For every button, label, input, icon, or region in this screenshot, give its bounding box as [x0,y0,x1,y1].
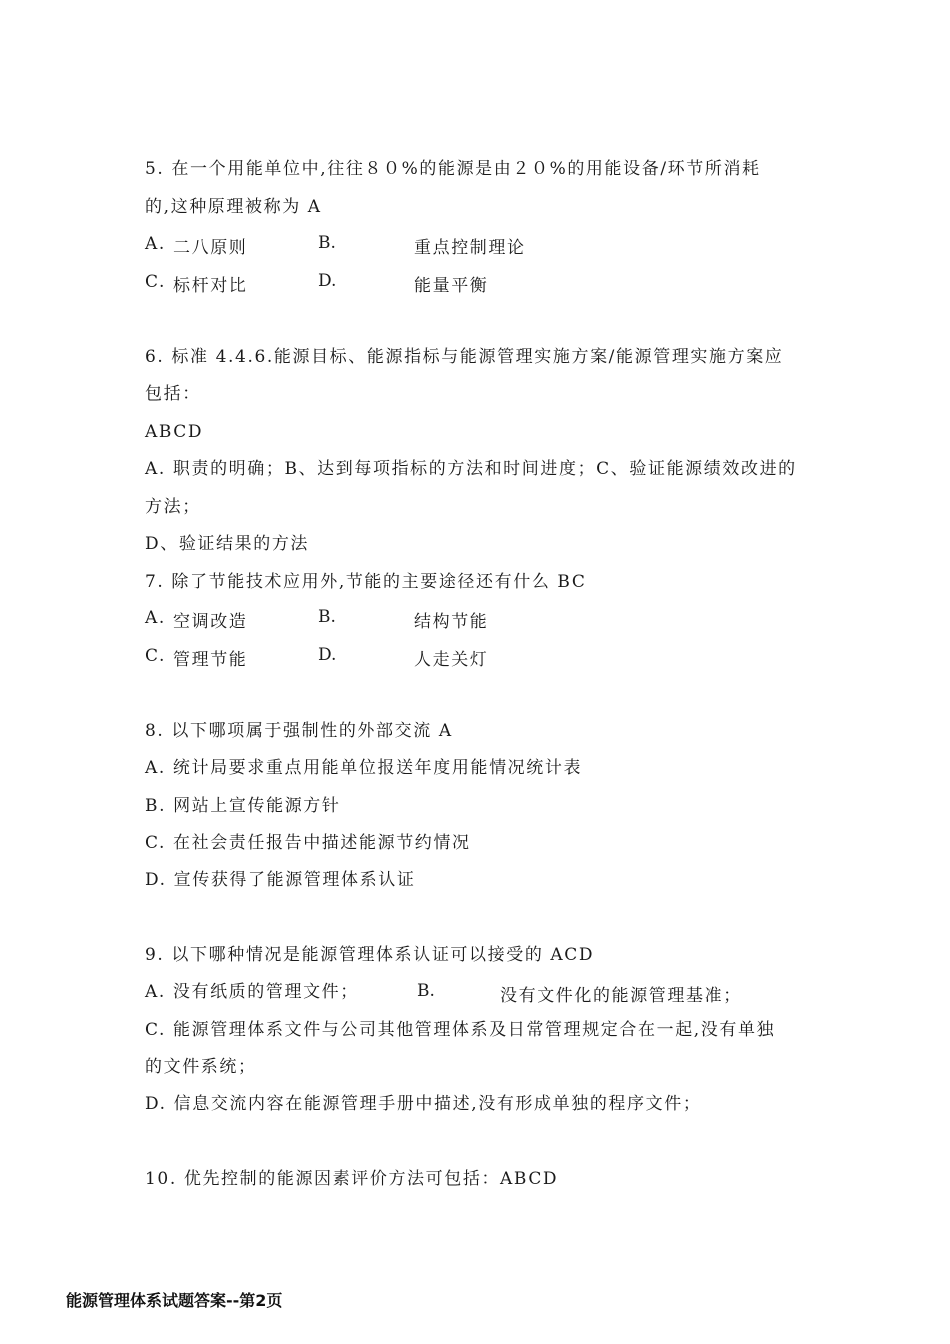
q5-options-row1 [0,233,950,258]
q7-option-d-label: D. [318,645,337,665]
q5-stem-line2: 的,这种原理被称为 A [145,197,322,217]
q6-answer: ABCD [145,422,204,442]
q5-options-row2 [0,271,950,296]
q6-stem-line2: 包括： [145,384,201,404]
q7-option-b-text: 结构节能 [414,612,489,632]
q8-option-c: C. 在社会责任报告中描述能源节约情况 [145,833,471,853]
q7-options-row1 [0,607,950,632]
q5-option-b-text: 重点控制理论 [414,238,526,258]
q8-option-d: D. 宣传获得了能源管理体系认证 [145,870,416,890]
q7-options-row2 [0,645,950,670]
q9-option-a: A. 没有纸质的管理文件； [145,982,359,1002]
q5-option-c-text: 标杆对比 [173,276,248,296]
q9-option-b-text: 没有文件化的能源管理基准； [500,986,742,1006]
q8-stem: 8. 以下哪项属于强制性的外部交流 A [145,721,453,741]
q9-options-row1 [0,981,950,1006]
q9-stem: 9. 以下哪种情况是能源管理体系认证可以接受的 ACD [145,945,595,965]
q7-option-a-text: 空调改造 [173,612,248,632]
q5-option-c-label: C. [145,272,167,292]
q7-option-a-label: A. [145,608,166,628]
q5-option-d-label: D. [318,271,337,291]
page-footer: 能源管理体系试题答案--第2页 [66,1291,283,1310]
q9-option-d: D. 信息交流内容在能源管理手册中描述,没有形成单独的程序文件； [145,1094,702,1114]
q7-option-c-text: 管理节能 [173,650,248,670]
q8-option-b: B. 网站上宣传能源方针 [145,796,341,816]
q7-option-c-label: C. [145,646,167,666]
q5-option-b-label: B. [318,233,336,253]
q9-option-c-line2: 的文件系统； [145,1057,257,1077]
q7-option-b-label: B. [318,607,336,627]
q7-option-d-text: 人走关灯 [414,650,489,670]
q9-option-b-label: B. [417,981,435,1001]
q9-option-c-line1: C. 能源管理体系文件与公司其他管理体系及日常管理规定合在一起,没有单独 [145,1020,776,1040]
q8-option-a: A. 统计局要求重点用能单位报送年度用能情况统计表 [145,758,583,778]
q6-options-line1: A. 职责的明确；B、达到每项指标的方法和时间进度；C、验证能源绩效改进的 [145,459,797,479]
q10-stem: 10. 优先控制的能源因素评价方法可包括：ABCD [145,1169,559,1189]
q5-stem-line1: 5. 在一个用能单位中,往往８０%的能源是由２０%的用能设备/环节所消耗 [145,159,761,179]
q5-option-d-text: 能量平衡 [414,276,489,296]
q6-options-line3: D、验证结果的方法 [145,534,310,554]
q6-options-line2: 方法； [145,497,201,517]
q5-option-a-label: A. [145,234,166,254]
q7-stem: 7. 除了节能技术应用外,节能的主要途径还有什么 BC [145,572,587,592]
q6-stem-line1: 6. 标准 4.4.6.能源目标、能源指标与能源管理实施方案/能源管理实施方案应 [145,347,784,367]
q5-option-a-text: 二八原则 [173,238,248,258]
